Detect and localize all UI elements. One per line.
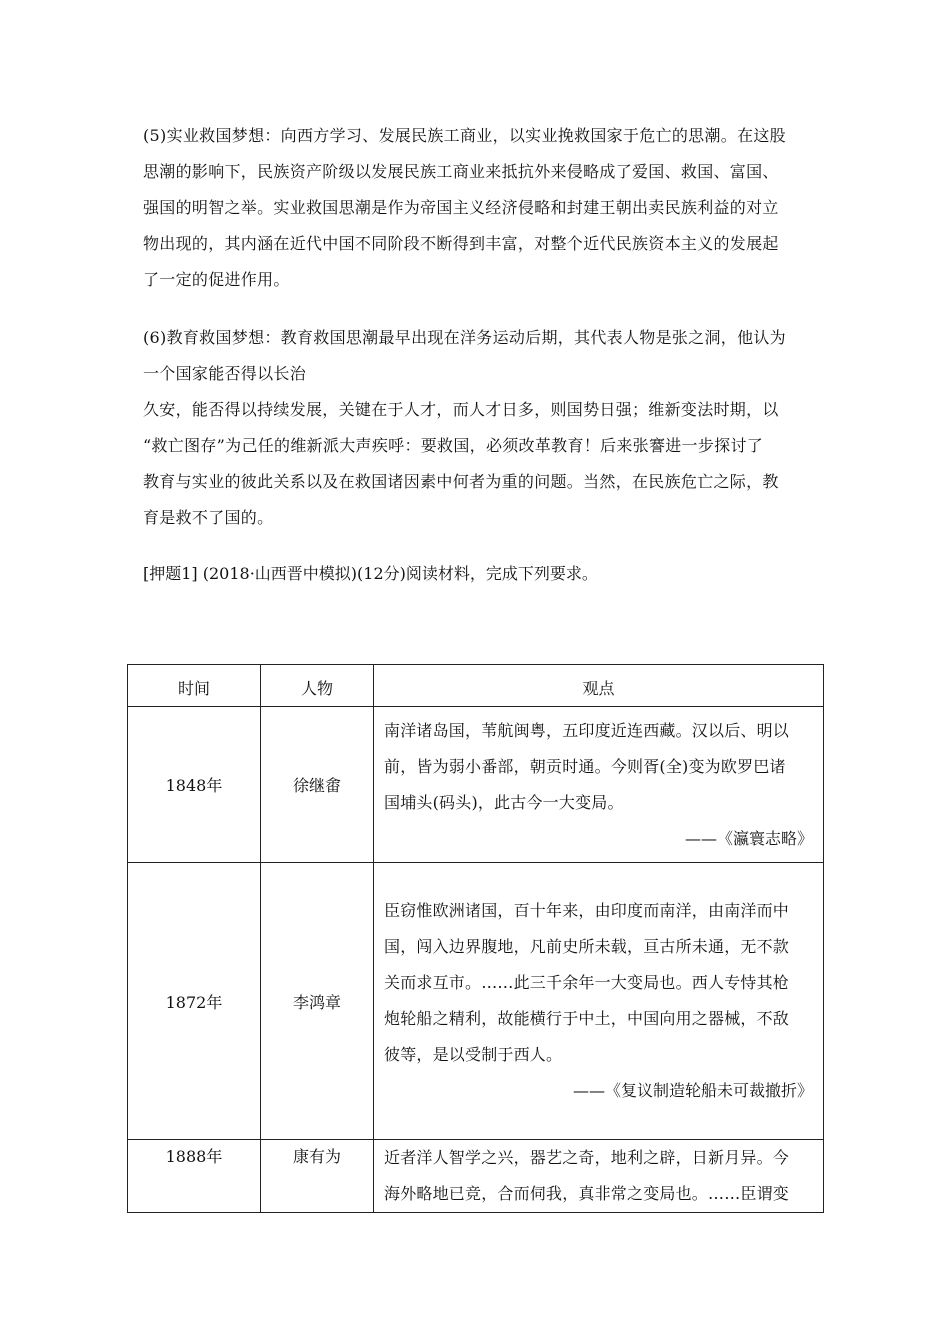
table-row [128, 1140, 824, 1213]
text-line: (6)教育救国梦想：教育救国思潮最早出现在洋务运动后期，其代表人物是张之洞，他认为 [143, 328, 786, 347]
text-line: “救亡图存”为己任的维新派大声疾呼：要救国，必须改革教育！后来张謇进一步探讨了 [143, 436, 764, 455]
paragraph-education-saving-nation [143, 320, 813, 536]
view-line: 前，皆为弱小番部，朝贡时通。今则胥(全)变为欧罗巴诸 [384, 756, 786, 776]
paragraph-industry-saving-nation [143, 118, 813, 298]
text-line: 久安，能否得以持续发展，关键在于人才，而人才日多，则国势日强；维新变法时期，以 [143, 400, 779, 419]
header-time: 时间 [128, 665, 261, 707]
cell-view [374, 707, 824, 863]
text-line: 一个国家能否得以长治 [143, 364, 307, 383]
material-table [127, 664, 824, 1213]
text-line: 思潮的影响下，民族资产阶级以发展民族工商业来抵抗外来侵略成了爱国、救国、富国、 [143, 162, 779, 181]
text-line: 物出现的，其内涵在近代中国不同阶段不断得到丰富，对整个近代民族资本主义的发展起 [143, 234, 779, 253]
view-line: 国埔头(码头)，此古今一大变局。 [384, 792, 624, 812]
view-line: 南洋诸岛国，苇航闽粤，五印度近连西藏。汉以后、明以 [384, 720, 790, 740]
cell-time: 1872年 [128, 863, 261, 1140]
view-source: ——《瀛寰志略》 [684, 828, 813, 848]
text-line: 强国的明智之举。实业救国思潮是作为帝国主义经济侵略和封建王朝出卖民族利益的对立 [143, 198, 779, 217]
cell-person: 李鸿章 [261, 863, 374, 1140]
cell-time: 1888年 [128, 1140, 261, 1213]
table-header-row [128, 665, 824, 707]
question-heading: [押题1] (2018·山西晋中模拟)(12分)阅读材料，完成下列要求。 [143, 564, 598, 583]
view-line: 关而求互市。……此三千余年一大变局也。西人专恃其枪 [384, 973, 790, 992]
cell-time: 1848年 [128, 707, 261, 863]
text-line: 教育与实业的彼此关系以及在救国诸因素中何者为重的问题。当然，在民族危亡之际，教 [143, 472, 779, 491]
view-line: 彼等，是以受制于西人。 [384, 1045, 563, 1064]
cell-person: 康有为 [261, 1140, 374, 1213]
cell-view [374, 863, 824, 1140]
text-line: (5)实业救国梦想：向西方学习、发展民族工商业，以实业挽救国家于危亡的思潮。在这股 [143, 126, 786, 145]
view-line: 国，闯入边界腹地，凡前史所未载，亘古所未通，无不款 [384, 937, 790, 956]
view-line: 海外略地已竞，合而伺我，真非常之变局也。……臣谓变 [384, 1184, 790, 1203]
view-source: ——《复议制造轮船未可裁撤折》 [572, 1081, 813, 1100]
header-view: 观点 [374, 665, 824, 707]
text-line: 育是救不了国的。 [143, 508, 274, 527]
view-line: 臣窃惟欧洲诸国，百十年来，由印度而南洋，由南洋而中 [384, 901, 790, 920]
cell-view [374, 1140, 824, 1213]
text-line: 了一定的促进作用。 [143, 270, 290, 289]
view-line: 近者洋人智学之兴，器艺之奇，地利之辟，日新月异。今 [384, 1148, 790, 1167]
view-line: 炮轮船之精利，故能横行于中土，中国向用之器械，不敌 [384, 1009, 790, 1028]
table-row [128, 707, 824, 863]
header-person: 人物 [261, 665, 374, 707]
table-row [128, 863, 824, 1140]
cell-person: 徐继畬 [261, 707, 374, 863]
